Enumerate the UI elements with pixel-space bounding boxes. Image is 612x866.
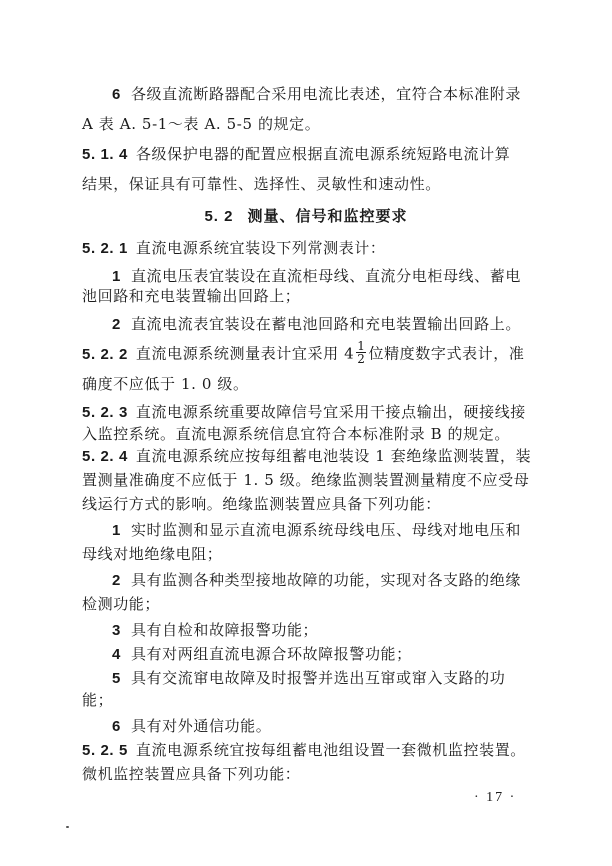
clause-line	[82, 594, 544, 614]
clause-text: 确度不应低于 1. 0 级。	[82, 375, 249, 393]
clause-line	[82, 446, 544, 467]
clause-text: 各级保护电器的配置应根据直流电源系统短路电流计算	[135, 145, 511, 163]
clause-line	[82, 114, 544, 134]
clause-text: 置测量准确度不应低于 1. 5 级。绝缘监测装置测量精度不应受母	[82, 471, 530, 489]
item-number: 5	[112, 670, 121, 687]
section-heading	[0, 206, 612, 227]
fraction-numerator: 1	[357, 339, 366, 353]
clause-line	[82, 286, 544, 306]
clause-text: 直流电源系统宜按每组蓄电池组设置一套微机监控装置。	[135, 741, 526, 759]
item-number: 1	[112, 522, 121, 539]
clause-text: 直流电源系统宜装设下列常测表计：	[135, 239, 386, 257]
clause-line	[112, 266, 544, 287]
clause-line	[112, 716, 544, 737]
clause-text: 入监控系统。直流电源系统信息宜符合本标准附录 B 的规定。	[82, 425, 510, 443]
clause-line	[112, 644, 544, 665]
clause-text: 直流电流表宜装设在蓄电池回路和充电装置输出回路上。	[130, 315, 521, 333]
clause-line	[82, 740, 544, 761]
clause-line	[112, 520, 544, 541]
clause-text: 直流电压表宜装设在直流柜母线、直流分电柜母线、蓄电	[130, 267, 521, 285]
clause-line	[82, 690, 544, 710]
clause-text: 母线对地绝缘电阻；	[82, 545, 223, 563]
clause-line	[112, 84, 544, 105]
item-number: 6	[112, 718, 121, 735]
clause-text: 具有自检和故障报警功能；	[130, 621, 319, 639]
item-number: 4	[112, 646, 121, 663]
clause-text: A 表 A. 5-1～表 A. 5-5 的规定。	[82, 115, 321, 133]
clause-line	[82, 339, 544, 367]
clause-line	[82, 144, 544, 165]
clause-text: 位精度数字式表计，准	[368, 344, 525, 363]
item-number: 2	[112, 316, 121, 333]
page-number: · 17 ·	[474, 790, 517, 805]
fraction-denominator: 2	[357, 352, 366, 366]
item-number: 6	[112, 86, 121, 103]
clause-text: 具有对两组直流电源合环故障报警功能；	[130, 645, 412, 663]
clause-text: 具有交流窜电故障及时报警并选出互窜或窜入支路的功	[130, 669, 506, 687]
clause-text: 结果，保证具有可靠性、选择性、灵敏性和速动性。	[82, 175, 441, 193]
section-number: 5. 2	[204, 208, 234, 225]
clause-text: 具有对外通信功能。	[130, 717, 272, 735]
clause-number: 5. 2. 2	[82, 345, 128, 363]
clause-number: 5. 2. 1	[82, 240, 128, 257]
clause-line	[82, 402, 544, 423]
fraction	[356, 340, 366, 365]
clause-line	[82, 174, 544, 194]
item-number: 2	[112, 572, 121, 589]
clause-number: 5. 2. 3	[82, 404, 128, 421]
clause-text: 线运行方式的影响。绝缘监测装置应具备下列功能：	[82, 495, 441, 513]
clause-text: 各级直流断路器配合采用电流比表述，宜符合本标准附录	[130, 85, 521, 103]
clause-number: 5. 2. 5	[82, 742, 128, 759]
clause-line	[112, 668, 544, 689]
clause-text: 直流电源系统测量表计宜采用 4	[135, 344, 355, 363]
clause-text: 能；	[82, 691, 114, 709]
clause-line	[112, 620, 544, 641]
clause-line	[82, 238, 544, 259]
clause-number: 5. 2. 4	[82, 448, 128, 465]
clause-line	[82, 544, 544, 564]
clause-line	[82, 374, 544, 394]
clause-text: 直流电源系统应按每组蓄电池装设 1 套绝缘监测装置，装	[135, 447, 532, 465]
clause-text: 具有监测各种类型接地故障的功能，实现对各支路的绝缘	[130, 571, 521, 589]
clause-line	[82, 494, 544, 514]
item-number: 1	[112, 268, 121, 285]
clause-line	[82, 470, 544, 490]
clause-text: 直流电源系统重要故障信号宜采用干接点输出，硬接线接	[135, 403, 526, 421]
clause-number: 5. 1. 4	[82, 146, 128, 163]
clause-text: 实时监测和显示直流电源系统母线电压、母线对地电压和	[130, 521, 521, 539]
clause-text: 检测功能；	[82, 595, 161, 613]
clause-line	[112, 570, 544, 591]
section-title: 测量、信号和监控要求	[247, 207, 408, 225]
clause-text: 池回路和充电装置输出回路上；	[82, 287, 301, 305]
clause-line	[82, 764, 544, 784]
item-number: 3	[112, 622, 121, 639]
clause-text: 微机监控装置应具备下列功能：	[82, 765, 301, 783]
scan-speck	[66, 826, 69, 828]
clause-line	[82, 424, 544, 444]
clause-line	[112, 314, 544, 335]
